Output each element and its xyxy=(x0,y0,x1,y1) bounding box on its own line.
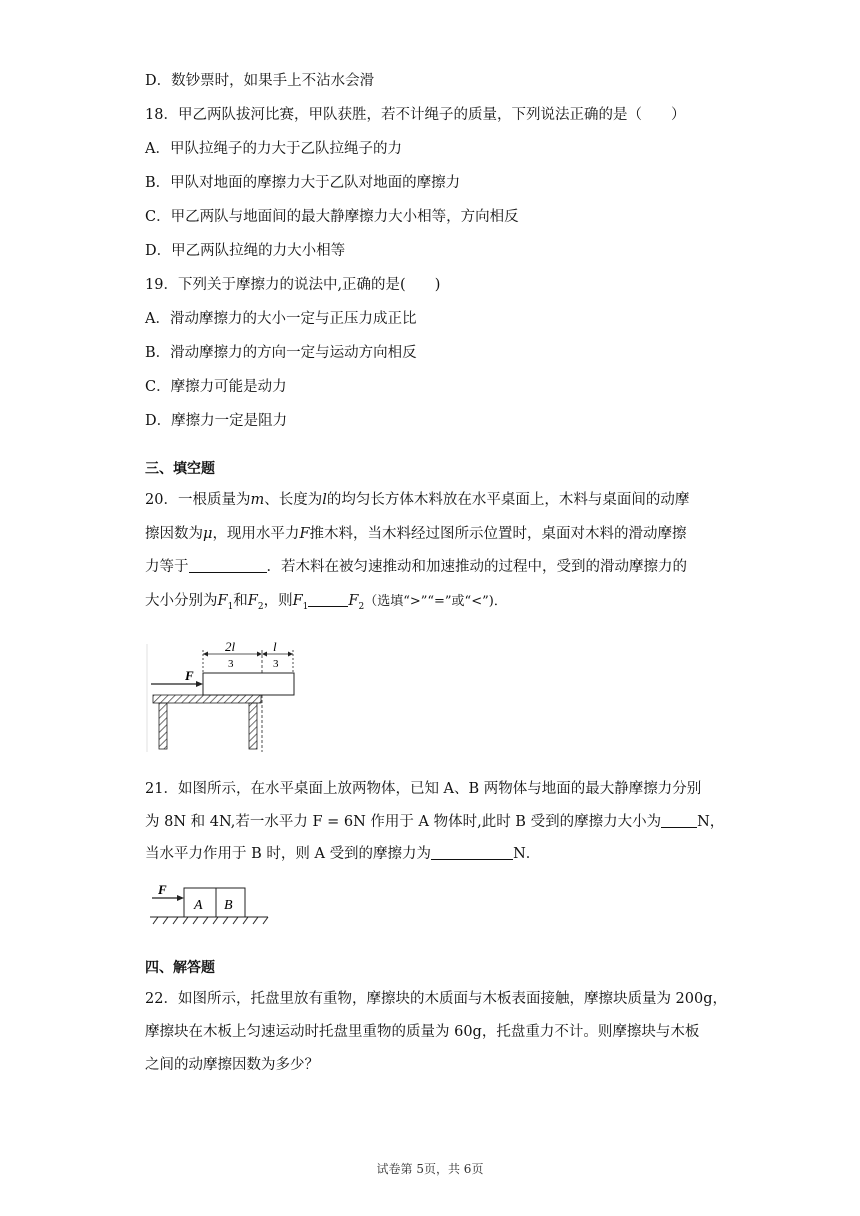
subscript: 2 xyxy=(358,601,365,612)
q20-text: 推木料，当木料经过图所示位置时，桌面对木料的滑动摩擦 xyxy=(309,526,687,542)
table-top xyxy=(153,695,261,703)
dim-label-den: 3 xyxy=(273,658,279,670)
q20-text: 的均匀长方体木料放在水平桌面上，木料与桌面间的动摩 xyxy=(326,492,690,508)
q20-line-2 xyxy=(145,524,687,544)
q22-line-1: 22．如图所示，托盘里放有重物，摩擦块的木质面与木板表面接触，摩擦块质量为 200g， xyxy=(145,991,728,1007)
q20-text: 和 xyxy=(233,593,248,609)
q19-option-a: A．滑动摩擦力的大小一定与正压力成正比 xyxy=(145,311,417,327)
q20-text: ，现用水平力 xyxy=(212,526,300,542)
var-mu: μ xyxy=(203,526,213,542)
q21-line-2 xyxy=(145,812,724,832)
page-footer: 试卷第 5页，共 6页 xyxy=(376,1162,484,1176)
q20-line-3 xyxy=(145,557,687,577)
answer-blank xyxy=(308,592,348,607)
q20-text: 、长度为 xyxy=(264,492,323,508)
ground-hatch xyxy=(153,917,268,924)
var-l: l xyxy=(322,492,327,508)
dim-label-2l: 2l xyxy=(225,639,236,654)
q20-text: ，则 xyxy=(263,593,293,609)
q20-line-4 xyxy=(145,591,507,617)
force-label-F: F xyxy=(185,668,194,683)
force-label-F: F xyxy=(158,882,167,897)
table-leg-right xyxy=(249,703,257,749)
q18-option-c: C．甲乙两队与地面间的最大静摩擦力大小相等，方向相反 xyxy=(145,209,519,225)
q18-option-d: D．甲乙两队拉绳的力大小相等 xyxy=(145,243,346,259)
section-heading-fill-in: 三、填空题 xyxy=(145,461,215,477)
section-heading-answer: 四、解答题 xyxy=(145,960,215,976)
q22-line-2: 摩擦块在木板上匀速运动时托盘里重物的质量为 60g，托盘重力不计。则摩擦块与木板 xyxy=(145,1024,700,1040)
answer-blank xyxy=(661,813,697,828)
q18-stem: 18．甲乙两队拔河比赛，甲队获胜，若不计绳子的质量，下列说法正确的是（ ） xyxy=(145,107,686,123)
subscript: 1 xyxy=(302,601,309,612)
q21-text: 为 8N 和 4N,若一水平力 F = 6N 作用于 A 物体时,此时 B 受到的摩擦力大小为 xyxy=(145,814,662,830)
q22-line-3: 之间的动摩擦因数为多少？ xyxy=(145,1057,319,1073)
q21-figure xyxy=(148,882,273,930)
q20-text: 大小分别为 xyxy=(145,593,218,609)
q21-line-1: 21．如图所示，在水平桌面上放两物体，已知 A、B 两物体与地面的最大静摩擦力分别 xyxy=(145,781,702,797)
subscript: 2 xyxy=(257,601,264,612)
var-F1: F xyxy=(217,593,228,609)
var-F: F xyxy=(299,526,310,542)
var-m: m xyxy=(250,492,265,508)
q18-option-a: A．甲队拉绳子的力大于乙队拉绳子的力 xyxy=(145,141,402,157)
q19-option-d: D．摩擦力一定是阻力 xyxy=(145,413,288,429)
q20-text: 20．一根质量为 xyxy=(145,492,251,508)
q20-text: ．若木料在被匀速推动和加速推动的过程中，受到的滑动摩擦力的 xyxy=(266,559,687,575)
subscript: 1 xyxy=(227,601,234,612)
q20-text: 擦因数为 xyxy=(145,526,203,542)
answer-blank xyxy=(431,845,513,860)
label-B: B xyxy=(224,898,233,913)
wood-block xyxy=(203,673,294,695)
var-F2: F xyxy=(348,593,359,609)
q21-text: N， xyxy=(697,814,725,830)
answer-blank xyxy=(189,558,267,573)
q19-option-c: C．摩擦力可能是动力 xyxy=(145,379,287,395)
q21-text: 当水平力作用于 B 时，则 A 受到的摩擦力为 xyxy=(145,846,432,862)
dim-label-den: 3 xyxy=(228,658,234,670)
q20-line-1 xyxy=(145,490,689,510)
dim-label-l: l xyxy=(273,639,277,654)
var-F2: F xyxy=(247,593,258,609)
q21-text: N． xyxy=(513,846,541,862)
q20-text: （选填“>”“=”或“<”)． xyxy=(364,594,507,609)
table-leg-left xyxy=(159,703,167,749)
q20-figure xyxy=(145,640,305,752)
q17-option-d: D．数钞票时，如果手上不沾水会滑 xyxy=(145,73,375,89)
q21-line-3 xyxy=(145,844,540,864)
label-A: A xyxy=(194,898,203,913)
q20-text: 力等于 xyxy=(145,559,189,575)
q18-option-b: B．甲队对地面的摩擦力大于乙队对地面的摩擦力 xyxy=(145,175,461,191)
var-F1: F xyxy=(292,593,303,609)
q19-stem: 19．下列关于摩擦力的说法中,正确的是( ) xyxy=(145,277,441,293)
q19-option-b: B．滑动摩擦力的方向一定与运动方向相反 xyxy=(145,345,417,361)
